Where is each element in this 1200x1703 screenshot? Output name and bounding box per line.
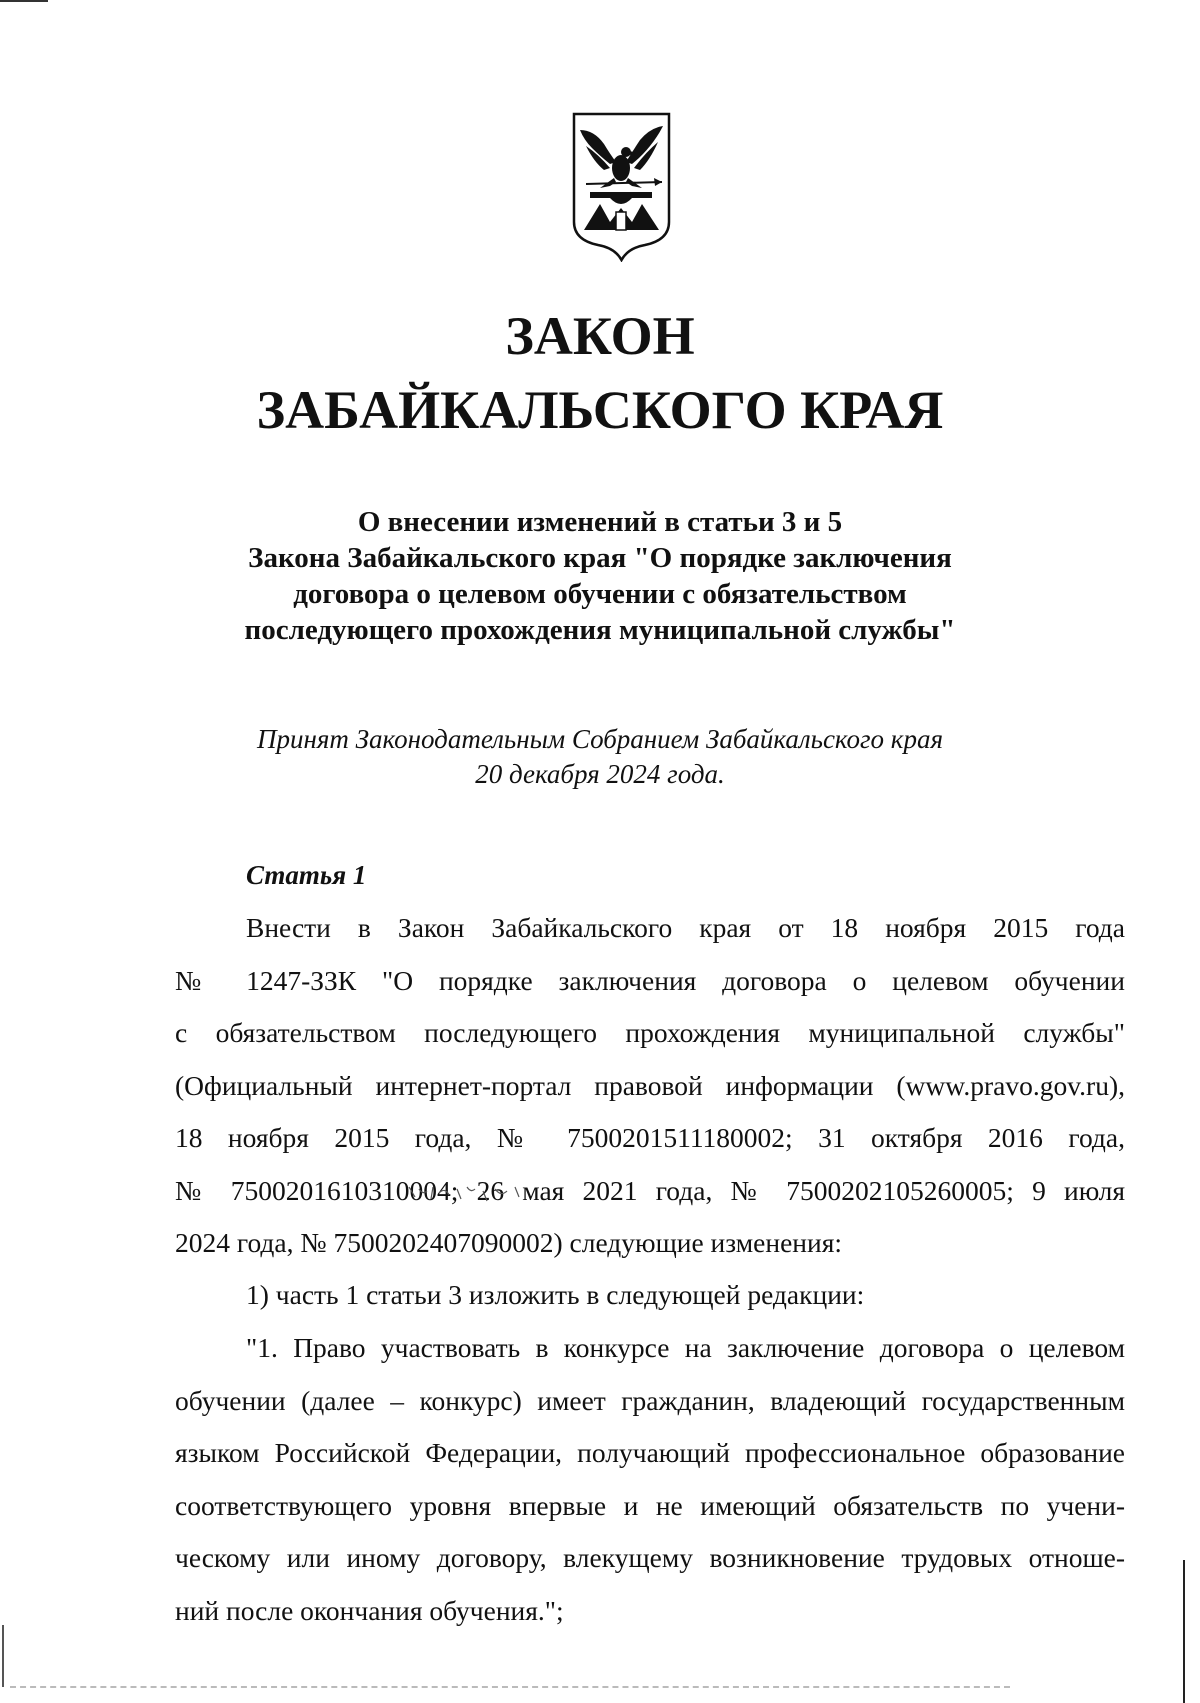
law-subject-line: договора о целевом обучении с обязательством bbox=[293, 578, 907, 610]
document-type-title: ЗАКОН bbox=[505, 306, 695, 366]
paragraph-line: Внести в Закон Забайкальского края от 18 ноября 2015 года bbox=[246, 912, 1125, 943]
amendment-quote-paragraph bbox=[175, 1322, 1125, 1637]
amendment-item-line: 1) часть 1 статьи 3 изложить в следующей редакции: bbox=[246, 1279, 865, 1310]
scan-artifact-bottom bbox=[10, 1686, 1010, 1688]
article-heading: Статья 1 bbox=[246, 860, 367, 890]
scan-artifact-right-edge bbox=[1183, 1560, 1185, 1703]
paragraph-line: 18 ноября 2015 года, № 7500201511180002; 31 октября 2016 года, bbox=[175, 1122, 1125, 1153]
article-intro-paragraph bbox=[175, 902, 1125, 1270]
paragraph-line: с обязательством последующего прохождения муниципальной службы" bbox=[175, 1017, 1125, 1048]
coat-of-arms-icon bbox=[570, 112, 673, 262]
scan-artifact-top bbox=[0, 0, 48, 2]
law-subject-line: Закона Забайкальского края "О порядке заключения bbox=[248, 542, 952, 574]
paragraph-line: ческому или иному договору, влекущему возникновение трудовых отноше- bbox=[175, 1542, 1125, 1573]
law-subject-line: О внесении изменений в статьи 3 и 5 bbox=[357, 506, 843, 538]
adoption-note bbox=[200, 722, 1000, 792]
paragraph-line: обучении (далее – конкурс) имеет гражданин, владеющий государственным bbox=[175, 1384, 1125, 1416]
scan-artifact-left-edge bbox=[2, 1625, 4, 1687]
adoption-body-line: Принят Законодательным Собранием Забайкальского края bbox=[256, 724, 943, 754]
paragraph-line: соответствующего уровня впервые и не имеющий обязательств по учени- bbox=[175, 1489, 1125, 1521]
adoption-date-line: 20 декабря 2024 года. bbox=[475, 759, 725, 789]
paragraph-line: 2024 года, № 7500202407090002) следующие изменения: bbox=[175, 1227, 842, 1258]
paragraph-line: "1. Право участвовать в конкурсе на заключение договора о целевом bbox=[246, 1332, 1125, 1363]
law-subject-line: последующего прохождения муниципальной службы" bbox=[244, 614, 956, 646]
paragraph-line: языком Российской Федерации, получающий профессиональное образование bbox=[175, 1437, 1125, 1468]
region-title: ЗАБАЙКАЛЬСКОГО КРАЯ bbox=[256, 380, 944, 440]
law-subject-heading bbox=[200, 504, 1000, 648]
paragraph-line: (Официальный интернет-портал правовой информации (www.pravo.gov.ru), bbox=[175, 1069, 1125, 1101]
amendment-item bbox=[175, 1269, 1125, 1322]
stamp-scribble-mark bbox=[405, 1183, 530, 1207]
paragraph-line: № 1247-ЗЗК "О порядке заключения договора о целевом обучении bbox=[175, 964, 1125, 996]
paragraph-line: ний после окончания обучения."; bbox=[175, 1594, 564, 1626]
paragraph-line: № 7500201610310004; 26 мая 2021 года, № 7500202105260005; 9 июля bbox=[175, 1174, 1125, 1206]
